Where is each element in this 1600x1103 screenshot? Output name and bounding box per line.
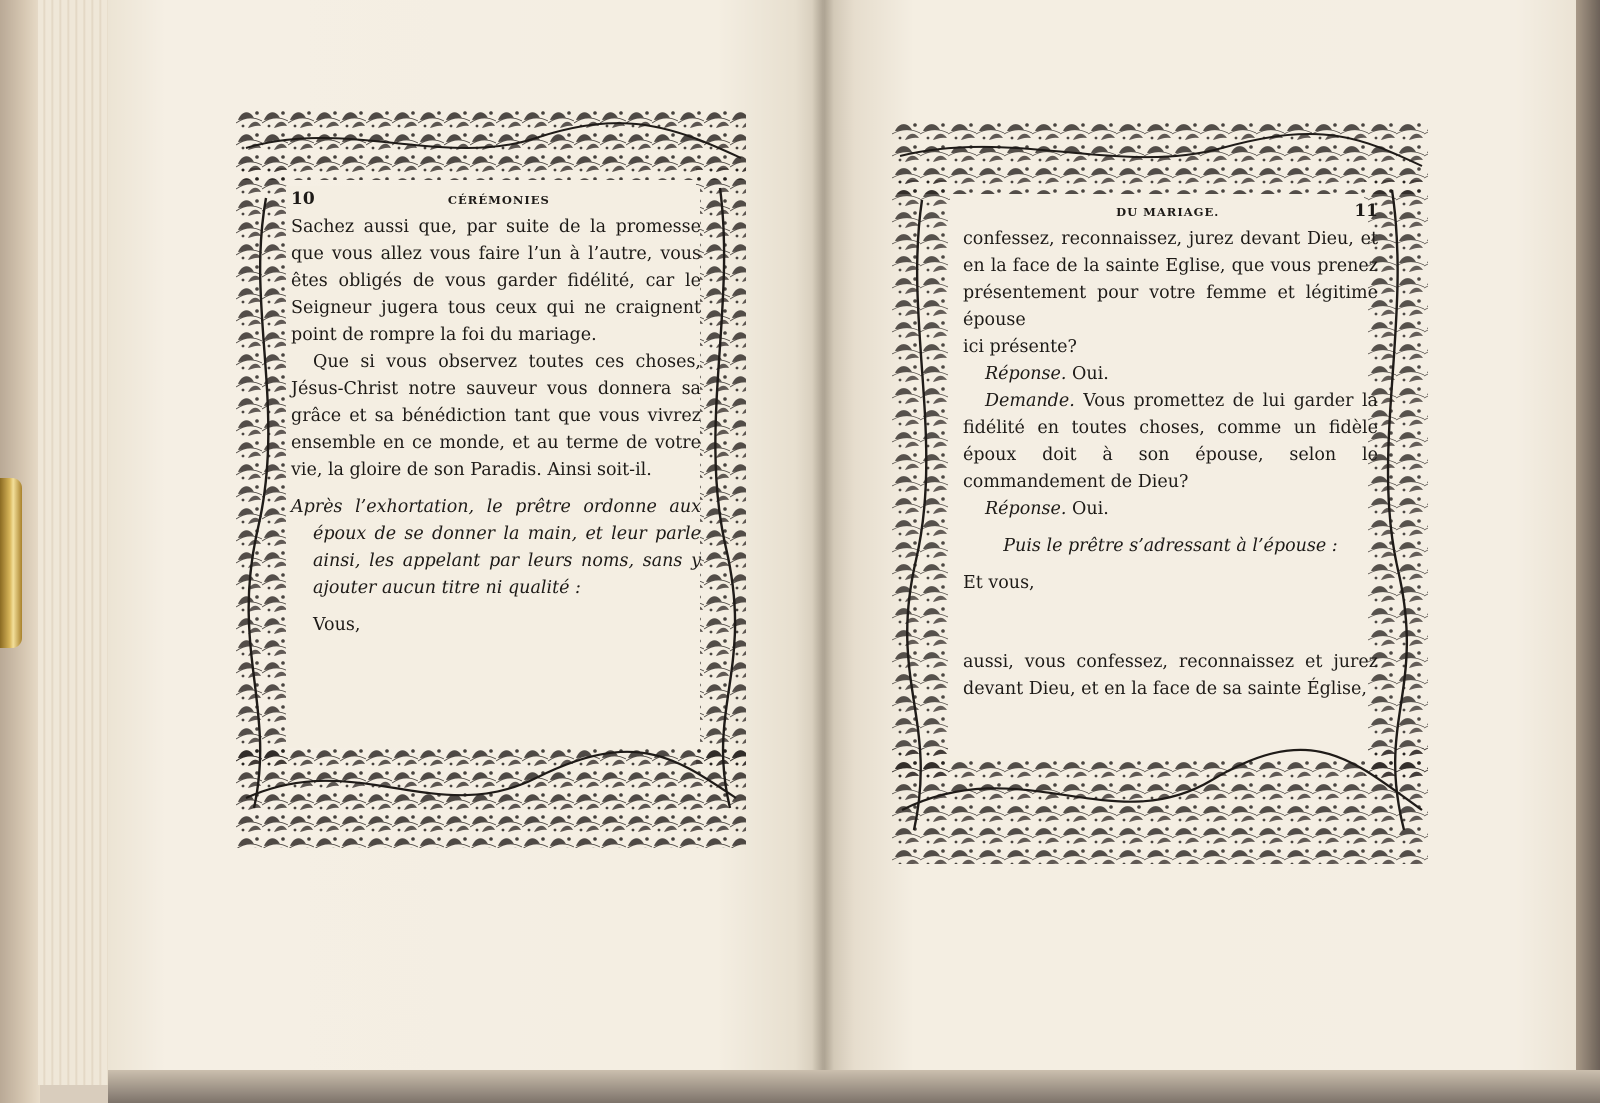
demand-text: Vous promettez de lui garder la fidélité en toutes choses, comme un fidèle époux doit à son épouse, selon le commandement de Dieu? bbox=[963, 391, 1378, 492]
right-page-text bbox=[963, 198, 1378, 703]
response-label: Réponse. bbox=[985, 499, 1067, 519]
right-demand bbox=[963, 388, 1378, 496]
left-paragraph-2: Que si vous observez toutes ces choses, Jésus-Christ notre sauveur vous donnera sa grâce et sa bénédiction tant que vous vivrez ensemble en ce monde, et au terme de votre vie, la gloire de son Paradis. Ainsi soit-il. bbox=[291, 352, 701, 480]
bottom-shadow bbox=[108, 1070, 1600, 1103]
right-address: Et vous, bbox=[963, 573, 1035, 593]
right-line-here: ici présente? bbox=[963, 337, 1077, 357]
right-page-header bbox=[963, 198, 1378, 222]
left-rubric: Après l’exhortation, le prêtre ordonne aux époux de se donner la main, et leur parle ainsi, les appelant par leurs noms, sans y ajouter aucun titre ni qualité : bbox=[291, 497, 701, 598]
left-address: Vous, bbox=[313, 615, 361, 635]
page-number-left: 10 bbox=[291, 189, 315, 209]
right-response-2 bbox=[963, 496, 1378, 523]
left-page-header bbox=[291, 186, 701, 210]
running-head-right: DU MARIAGE. bbox=[1116, 205, 1220, 219]
page-number-right: 11 bbox=[1354, 201, 1378, 221]
right-paragraph-last: aussi, vous confessez, reconnaissez et jurez devant Dieu, et en la face de sa sainte Église, bbox=[963, 652, 1378, 699]
right-response-1 bbox=[963, 361, 1378, 388]
response-text: Oui. bbox=[1072, 499, 1109, 519]
response-text: Oui. bbox=[1072, 364, 1109, 384]
left-page-text bbox=[291, 186, 701, 639]
background-strip bbox=[1576, 0, 1600, 1103]
demand-label: Demande. bbox=[985, 391, 1075, 411]
running-head-left: CÉRÉMONIES bbox=[447, 193, 550, 207]
response-label: Réponse. bbox=[985, 364, 1067, 384]
gold-clasp bbox=[0, 478, 22, 648]
book-gutter bbox=[812, 0, 834, 1090]
right-rubric: Puis le prêtre s’adressant à l’épouse : bbox=[1003, 536, 1338, 556]
right-paragraph-1: confessez, reconnaissez, jurez devant Dieu, et en la face de la sainte Eglise, que vous prenez présentement pour votre femme et légitime épouse bbox=[963, 229, 1378, 330]
page-edges bbox=[38, 0, 114, 1085]
left-paragraph-1: Sachez aussi que, par suite de la promesse que vous allez vous faire l’un à l’autre, vous êtes obligés de vous garder fidélité, car le Seigneur jugera tous ceux qui ne craignent point de rompre la foi du mariage. bbox=[291, 217, 701, 345]
